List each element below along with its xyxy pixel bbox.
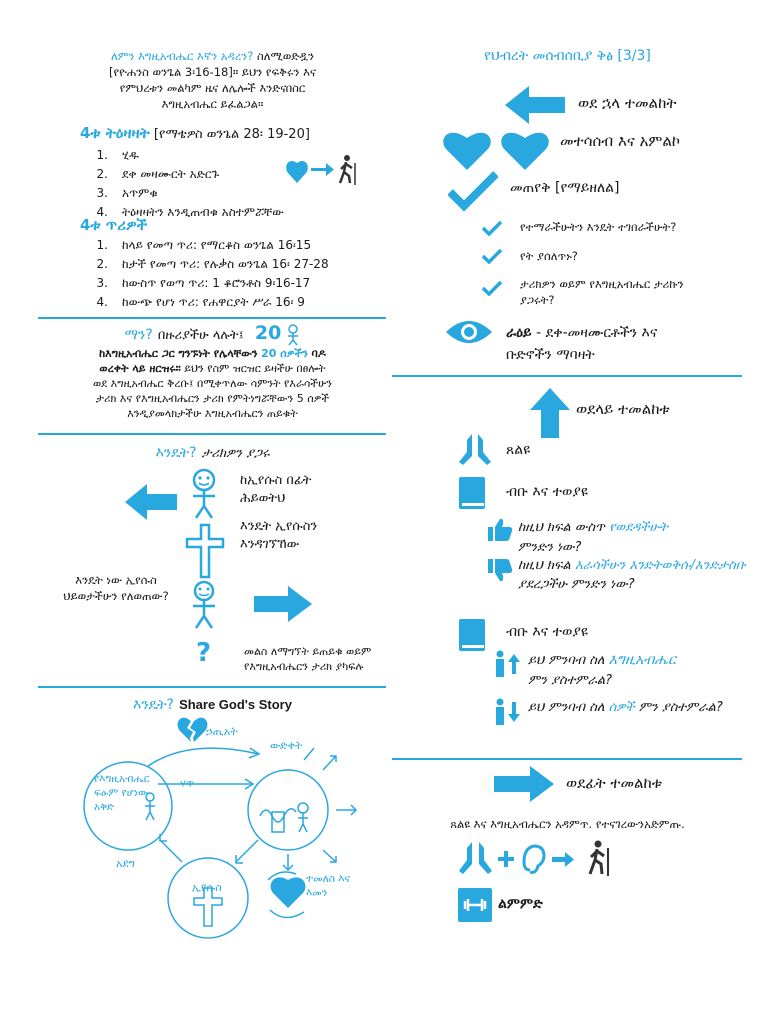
- happy-person-icon: [186, 468, 222, 520]
- arrow-up-icon: [530, 388, 570, 438]
- sin-label: ሃጥ: [180, 777, 195, 790]
- gods-story-diagram: [80, 712, 380, 944]
- callings-title: 4ቱ ጥሪዎች: [80, 216, 148, 234]
- checkmark-icon: [482, 248, 502, 264]
- divider: [38, 433, 386, 435]
- who-question: ማን?: [124, 327, 153, 343]
- arrow-left-icon: [125, 482, 177, 522]
- why-section: ለምን እግዚአብሔር እኛን አዳረን? ስለሚወድዷን [የዮሐንስ ወንጌል 3፡16-18]። ይህን የፍቅሩን እና የምህረቱን መልካም ዜና ለሌሎች እንድናበስር እግዚአብሔር ይፈልጋል።: [108, 49, 317, 111]
- divider: [38, 317, 386, 319]
- repent-label: ተመለስ እና እመን: [306, 873, 351, 899]
- check-item: የት ያሰለጥኑ?: [520, 249, 578, 263]
- person-icon: [286, 324, 300, 346]
- design-label: የእግዚአብሔር ፍፁም የሆነው አቅድ: [94, 773, 150, 813]
- list-item: 2. ደቀ መዛሙርት አድርጉ: [96, 167, 220, 181]
- person-up-icon: [493, 650, 523, 678]
- care-label: መተሳሰብ እና አምልኮ: [560, 132, 681, 150]
- who-header: ማን? በዙሪያችሁ ላሉት፤ 20: [40, 322, 385, 346]
- list-item: 4. ትዕዛዛትን እንዲጠብቁ አስተምሯቸው: [96, 205, 284, 219]
- life-changed-text: እንዴት ነው ኢየሱስ ህይወታችሁን የለወጠው?: [63, 573, 169, 603]
- checkmark-icon: [482, 280, 502, 296]
- checkmark-icon: [482, 220, 502, 236]
- dumbbell-icon: [458, 888, 492, 922]
- list-item: 2. ከታች የመጣ ጥሪ: የሉቃስ ወንጌል 16፡ 27-28: [96, 257, 329, 271]
- thumbs-up-icon: [487, 516, 513, 542]
- meet-jesus-text: እንዴት ኢየሱስን እንዳገኘኸው: [240, 519, 318, 552]
- divider: [38, 686, 386, 688]
- look-back-label: ወደ ኋላ ተመልከት: [578, 94, 677, 112]
- question-mark-icon: ?: [196, 638, 212, 668]
- forward-text: ጸልዩ እና እግዚአብሔርን አዳምጥ. የተናገረውንአድምጡ.: [450, 817, 685, 831]
- god-question: ይህ ምንባብ ስለ እግዚአብሔር ምን ያስተምራል?: [528, 652, 676, 688]
- restore-label: አደግ: [116, 857, 135, 870]
- praying-hands-icon: [457, 432, 493, 468]
- ask-text: መልስ ለማግኘት ይጠይቁ ወይም የእግዚአብሔርን ታሪክ ያካፍሉ: [244, 645, 372, 673]
- vision-text: ራዕይ - ደቀ-መዛሙርቶችን እና ቡድኖችን ማባዛት: [506, 325, 658, 363]
- fall-label: ውድቀት: [270, 739, 303, 752]
- read-discuss-label: ብቡ እና ተወያዩ: [506, 624, 588, 640]
- callings-list: [80, 236, 400, 312]
- thumbs-down-icon: [487, 558, 513, 584]
- list-item: 4. ከውጭ የሆነ ጥሪ: የሐዋርያት ሥራ 16፡ 9: [96, 295, 305, 309]
- why-question: ለምን እግዚአብሔር እኛን አዳረን?: [110, 49, 254, 63]
- list-item: 3. ከውስጥ የወጣ ጥሪ: 1 ቆሮንቶስ 9፡16-17: [96, 276, 311, 290]
- broken-label: ኃጢአት: [206, 725, 238, 738]
- divider: [392, 375, 742, 377]
- hearts-icon: [442, 128, 554, 170]
- look-up-label: ወደላይ ተመልከቱ: [576, 400, 670, 418]
- hard-question: ከዚህ ክፍል እራሳችሁን እንድትወቅሱ/እንድታስቡ ያደረጋችሁ ምንድን ነው?: [518, 558, 746, 592]
- person-down-icon: [493, 698, 523, 726]
- cross-icon: [184, 523, 226, 579]
- commands-title: 4ቱ ትዕዛዛት: [80, 124, 150, 142]
- heart-to-go-icon: [286, 153, 364, 187]
- page-title: የህብረት መሰብሰቢያ ቅፅ [3/3]: [484, 48, 651, 64]
- list-item: 1. ከላይ የመጣ ጥሪ: የማርቆስ ወንጌል 16፡15: [96, 238, 312, 252]
- list-item: 3. አጥምቁ: [96, 186, 158, 200]
- twenty-number: 20: [254, 322, 282, 344]
- pray-label: ጸልዩ: [506, 442, 531, 458]
- list-item: 1. ሂዱ: [96, 148, 139, 162]
- before-jesus-text: ከኢየሱስ በፊት ሕይወትህ: [240, 473, 312, 506]
- pray-listen-go-icon: [458, 838, 618, 882]
- commands-section: 4ቱ ትዕዛዛት [የማቴዎስ ወንጌል 28፡ 19-20] 1. ሂዱ 2. ደቀ መዛሙርት አድርጉ 3. አጥምቁ 4. ትዕዛዛትን እንዲጠብቁ አስተምሯቸው: [80, 124, 380, 222]
- check-title: መጠየቅ [የማይዘለል]: [510, 180, 620, 196]
- read-discuss-label: ብቡ እና ተወያዩ: [506, 484, 588, 500]
- check-item: የተማራችሁትን እንዴት ተገበራችሁት?: [520, 220, 677, 234]
- people-question: ይህ ምንባብ ስለ ሰዎች ምን ያስተምራል?: [528, 700, 723, 715]
- check-item: ታሪክዎን ወይም የእግዚአብሔር ታሪኩን ያጋሩት?: [520, 277, 684, 307]
- book-icon: [457, 476, 487, 510]
- like-question: ከዚህ ክፍል ውስጥ የወደዳችሁት ምንድን ነው?: [518, 520, 668, 555]
- eye-icon: [444, 318, 494, 346]
- callings-section: [80, 216, 400, 312]
- practice-label: ልምምድ: [498, 896, 543, 912]
- checkmark-icon: [448, 170, 498, 212]
- how-gods-story-header: እንዴት? Share God's Story: [133, 697, 292, 713]
- how-share-header: እንዴት? ታሪክዎን ያጋሩ: [155, 445, 270, 461]
- arrow-left-icon: [505, 86, 565, 124]
- divider: [392, 758, 742, 760]
- arrow-right-icon: [494, 766, 554, 802]
- happy-person-icon: [186, 580, 222, 630]
- arrow-right-icon: [254, 584, 312, 624]
- jesus-label: ኢየሱስ: [192, 881, 222, 894]
- who-text: ከእግዚአብሔር ጋር ግንኙነት የሌላቸውን 20 ሰዎችን ባዶ ወረቀት ላይ ዘርዝሩ። ይህን የስም ዝርዝር ይዛችሁ በፀሎት ወደ እግዚአብሔር ቅረቡ፤ በሚቀጥለው ሳምንት የእራሳችሁን ታሪክ እና የእግዚአብሔርን ታሪክ የምትነግሯቸውን 5 ሰዎች እንዲያመላክታችሁ እግዚአብሔርን ጠይቁት: [93, 347, 332, 420]
- book-icon: [457, 618, 487, 652]
- look-forward-label: ወደፊት ተመልከቱ: [566, 774, 662, 792]
